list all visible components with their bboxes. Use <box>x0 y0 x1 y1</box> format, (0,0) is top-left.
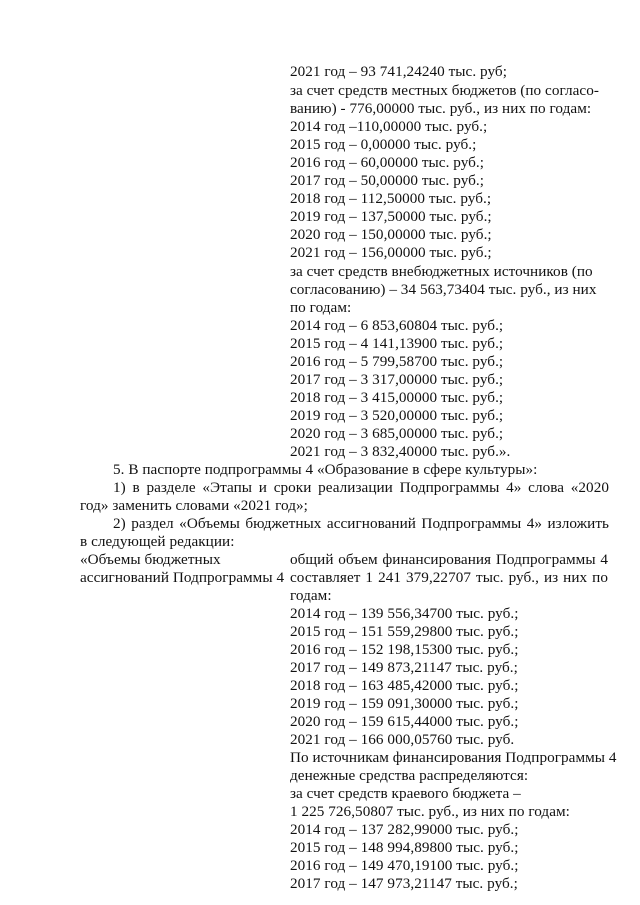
text-line: 2014 год – 6 853,60804 тыс. руб.; <box>290 317 504 334</box>
text-line: 2016 год – 60,00000 тыс. руб.; <box>290 154 485 171</box>
item-1-line-2: год» заменить словами «2021 год»; <box>80 497 308 514</box>
text-line: 2017 год – 50,00000 тыс. руб.; <box>290 172 485 189</box>
paragraph-5: 5. В паспорте подпрограммы 4 «Образование в сфере культуры»: <box>113 461 538 478</box>
table-value-line: за счет средств краевого бюджета – <box>290 785 521 802</box>
table-value-line: составляет 1 241 379,22707 тыс. руб., из них по <box>290 569 608 586</box>
text-line: за счет средств внебюджетных источников (по <box>290 263 593 280</box>
text-line: 2018 год – 3 415,00000 тыс. руб.; <box>290 389 504 406</box>
text-line: 2019 год – 3 520,00000 тыс. руб.; <box>290 407 504 424</box>
text-line: 2019 год – 137,50000 тыс. руб.; <box>290 208 492 225</box>
text-line: согласованию) – 34 563,73404 тыс. руб., из них <box>290 281 597 298</box>
table-value-line: 1 225 726,50807 тыс. руб., из них по годам: <box>290 803 570 820</box>
text-line: 2014 год –110,00000 тыс. руб.; <box>290 118 488 135</box>
text-line: 2015 год – 4 141,13900 тыс. руб.; <box>290 335 504 352</box>
table-value-line: 2015 год – 148 994,89800 тыс. руб.; <box>290 839 519 856</box>
table-value-line: По источникам финансирования Подпрограммы 4 <box>290 749 617 766</box>
text-line: за счет средств местных бюджетов (по согласо- <box>290 82 599 99</box>
table-value-line: 2020 год – 159 615,44000 тыс. руб.; <box>290 713 519 730</box>
table-value-line: 2015 год – 151 559,29800 тыс. руб.; <box>290 623 519 640</box>
item-2-line-2: в следующей редакции: <box>80 533 235 550</box>
table-value-line: 2019 год – 159 091,30000 тыс. руб.; <box>290 695 519 712</box>
item-1-line-1: 1) в разделе «Этапы и сроки реализации Подпрограммы 4» слова «2020 <box>113 479 609 496</box>
table-value-line: 2018 год – 163 485,42000 тыс. руб.; <box>290 677 519 694</box>
table-value-line: 2016 год – 152 198,15300 тыс. руб.; <box>290 641 519 658</box>
text-line: 2015 год – 0,00000 тыс. руб.; <box>290 136 477 153</box>
table-value-line: 2014 год – 139 556,34700 тыс. руб.; <box>290 605 519 622</box>
table-value-line: 2017 год – 147 973,21147 тыс. руб.; <box>290 875 518 892</box>
table-value-line: денежные средства распределяются: <box>290 767 529 784</box>
text-line: по годам: <box>290 299 352 316</box>
text-line: 2020 год – 3 685,00000 тыс. руб.; <box>290 425 504 442</box>
table-value-line: 2016 год – 149 470,19100 тыс. руб.; <box>290 857 519 874</box>
table-value-line: 2014 год – 137 282,99000 тыс. руб.; <box>290 821 519 838</box>
table-value-line: 2021 год – 166 000,05760 тыс. руб. <box>290 731 515 748</box>
text-line: 2021 год – 156,00000 тыс. руб.; <box>290 244 492 261</box>
table-value-line: 2017 год – 149 873,21147 тыс. руб.; <box>290 659 518 676</box>
table-value-line: общий объем финансирования Подпрограммы 4 <box>290 551 608 568</box>
text-line: 2018 год – 112,50000 тыс. руб.; <box>290 190 492 207</box>
text-line: 2021 год – 3 832,40000 тыс. руб.». <box>290 443 511 460</box>
table-label-line: «Объемы бюджетных <box>80 551 221 568</box>
table-label-line: ассигнований Подпрограммы 4 <box>80 569 285 586</box>
text-line: 2021 год – 93 741,24240 тыс. руб; <box>290 63 507 80</box>
text-line: 2020 год – 150,00000 тыс. руб.; <box>290 226 492 243</box>
text-line: 2017 год – 3 317,00000 тыс. руб.; <box>290 371 504 388</box>
item-2-line-1: 2) раздел «Объемы бюджетных ассигнований Подпрограммы 4» изложить <box>113 515 609 532</box>
text-line: ванию) - 776,00000 тыс. руб., из них по годам: <box>290 100 592 117</box>
table-value-line: годам: <box>290 587 332 604</box>
text-line: 2016 год – 5 799,58700 тыс. руб.; <box>290 353 504 370</box>
